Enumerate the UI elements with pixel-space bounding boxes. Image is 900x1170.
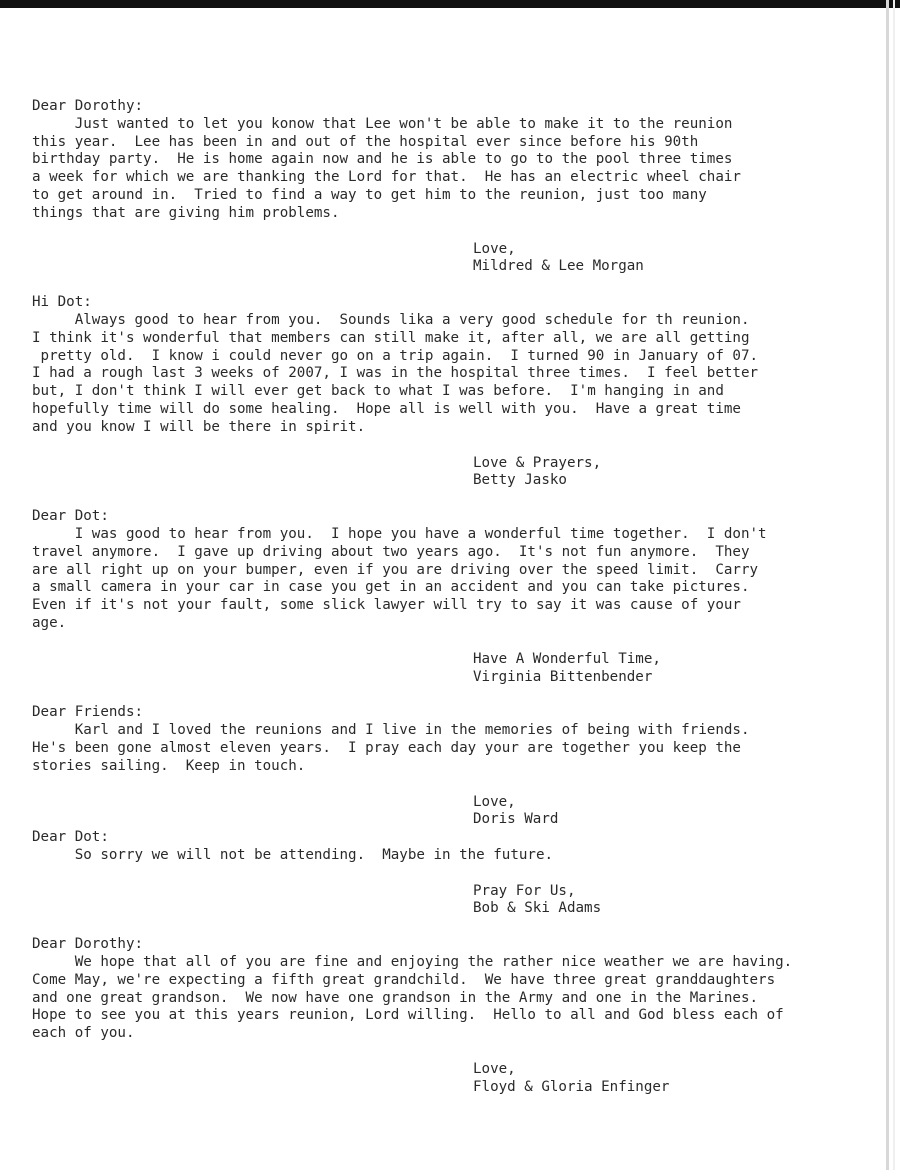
letter-closing: Love & Prayers, bbox=[473, 454, 602, 471]
letter-signature: Mildred & Lee Morgan bbox=[473, 258, 644, 275]
letter-line: and one great grandson. We now have one grandson in the Army and one in the Marines. bbox=[32, 989, 759, 1006]
letter-closing: Pray For Us, bbox=[473, 882, 576, 899]
letter-line: Karl and I loved the reunions and I live in the memories of being with friends. bbox=[32, 722, 750, 739]
letter-betty-jasko bbox=[32, 294, 872, 490]
letter-line: hopefully time will do some healing. Hope all is well with you. Have a great time bbox=[32, 400, 741, 417]
letter-greeting: Dear Dot: bbox=[32, 508, 109, 525]
letter-line: Even if it's not your fault, some slick lawyer will try to say it was cause of your bbox=[32, 597, 741, 614]
letters-page bbox=[32, 98, 872, 1097]
letter-line: I think it's wonderful that members can still make it, after all, we are all getting bbox=[32, 329, 750, 346]
letter-line: Hope to see you at this years reunion, Lord willing. Hello to all and God bless each of bbox=[32, 1007, 784, 1024]
scan-right-edge bbox=[886, 0, 889, 1170]
letter-line: this year. Lee has been in and out of the hospital ever since before his 90th bbox=[32, 133, 699, 150]
letter-greeting: Dear Dorothy: bbox=[32, 98, 144, 114]
letter-line: travel anymore. I gave up driving about two years ago. It's not fun anymore. They bbox=[32, 543, 750, 560]
letter-line: stories sailing. Keep in touch. bbox=[32, 757, 306, 774]
letter-signature: Betty Jasko bbox=[473, 472, 567, 489]
letter-line: and you know I will be there in spirit. bbox=[32, 418, 366, 435]
letter-line: Come May, we're expecting a fifth great grandchild. We have three great granddaughters bbox=[32, 971, 776, 988]
letter-floyd-gloria-enfinger bbox=[32, 936, 872, 1096]
letter-signature: Bob & Ski Adams bbox=[473, 900, 602, 917]
letter-line: He's been gone almost eleven years. I pray each day your are together you keep the bbox=[32, 739, 741, 756]
letter-signoff bbox=[32, 455, 872, 491]
letter-greeting: Dear Friends: bbox=[32, 704, 144, 721]
letter-greeting: Hi Dot: bbox=[32, 294, 92, 311]
letter-signoff bbox=[32, 651, 872, 687]
letter-closing: Love, bbox=[473, 793, 516, 810]
letter-line: a small camera in your car in case you get in an accident and you can take pictures. bbox=[32, 579, 750, 596]
letter-line: We hope that all of you are fine and enjoying the rather nice weather we are having. bbox=[32, 954, 793, 971]
letter-closing: Love, bbox=[473, 240, 516, 257]
letter-signoff bbox=[32, 241, 872, 277]
letter-signature: Doris Ward bbox=[473, 811, 559, 828]
letter-line: a week for which we are thanking the Lord for that. He has an electric wheel chair bbox=[32, 169, 741, 186]
letter-signoff bbox=[32, 883, 872, 919]
letter-line: birthday party. He is home again now and he is able to go to the pool three times bbox=[32, 151, 733, 168]
letter-line: Always good to hear from you. Sounds lika a very good schedule for th reunion. bbox=[32, 311, 750, 328]
letter-greeting: Dear Dot: bbox=[32, 829, 109, 846]
letter-line: I had a rough last 3 weeks of 2007, I was in the hospital three times. I feel better bbox=[32, 365, 759, 382]
letter-line: but, I don't think I will ever get back to what I was before. I'm hanging in and bbox=[32, 383, 724, 400]
letter-signature: Floyd & Gloria Enfinger bbox=[473, 1078, 670, 1095]
letter-signature: Virginia Bittenbender bbox=[473, 668, 653, 685]
letter-line: to get around in. Tried to find a way to get him to the reunion, just too many bbox=[32, 186, 707, 203]
letter-line: pretty old. I know i could never go on a trip again. I turned 90 in January of 07. bbox=[32, 347, 759, 364]
letter-line: each of you. bbox=[32, 1025, 135, 1042]
letter-mildred-lee-morgan bbox=[32, 98, 872, 276]
letter-line: are all right up on your bumper, even if you are driving over the speed limit. Carry bbox=[32, 561, 759, 578]
scan-top-edge bbox=[0, 0, 900, 8]
letter-closing: Love, bbox=[473, 1061, 516, 1078]
scan-right-edge-shadow bbox=[893, 0, 895, 1170]
letter-line: Just wanted to let you konow that Lee won't be able to make it to the reunion bbox=[32, 115, 733, 132]
letter-doris-ward bbox=[32, 704, 872, 829]
letter-line: things that are giving him problems. bbox=[32, 204, 340, 221]
letter-line: So sorry we will not be attending. Maybe in the future. bbox=[32, 846, 554, 863]
letter-line: age. bbox=[32, 614, 67, 631]
letter-greeting: Dear Dorothy: bbox=[32, 936, 144, 953]
letter-virginia-bittenbender bbox=[32, 508, 872, 686]
letter-bob-ski-adams bbox=[32, 829, 872, 918]
letter-line: I was good to hear from you. I hope you have a wonderful time together. I don't bbox=[32, 525, 767, 542]
letter-signoff bbox=[32, 1061, 872, 1097]
letter-signoff bbox=[32, 794, 872, 830]
letter-closing: Have A Wonderful Time, bbox=[473, 650, 661, 667]
